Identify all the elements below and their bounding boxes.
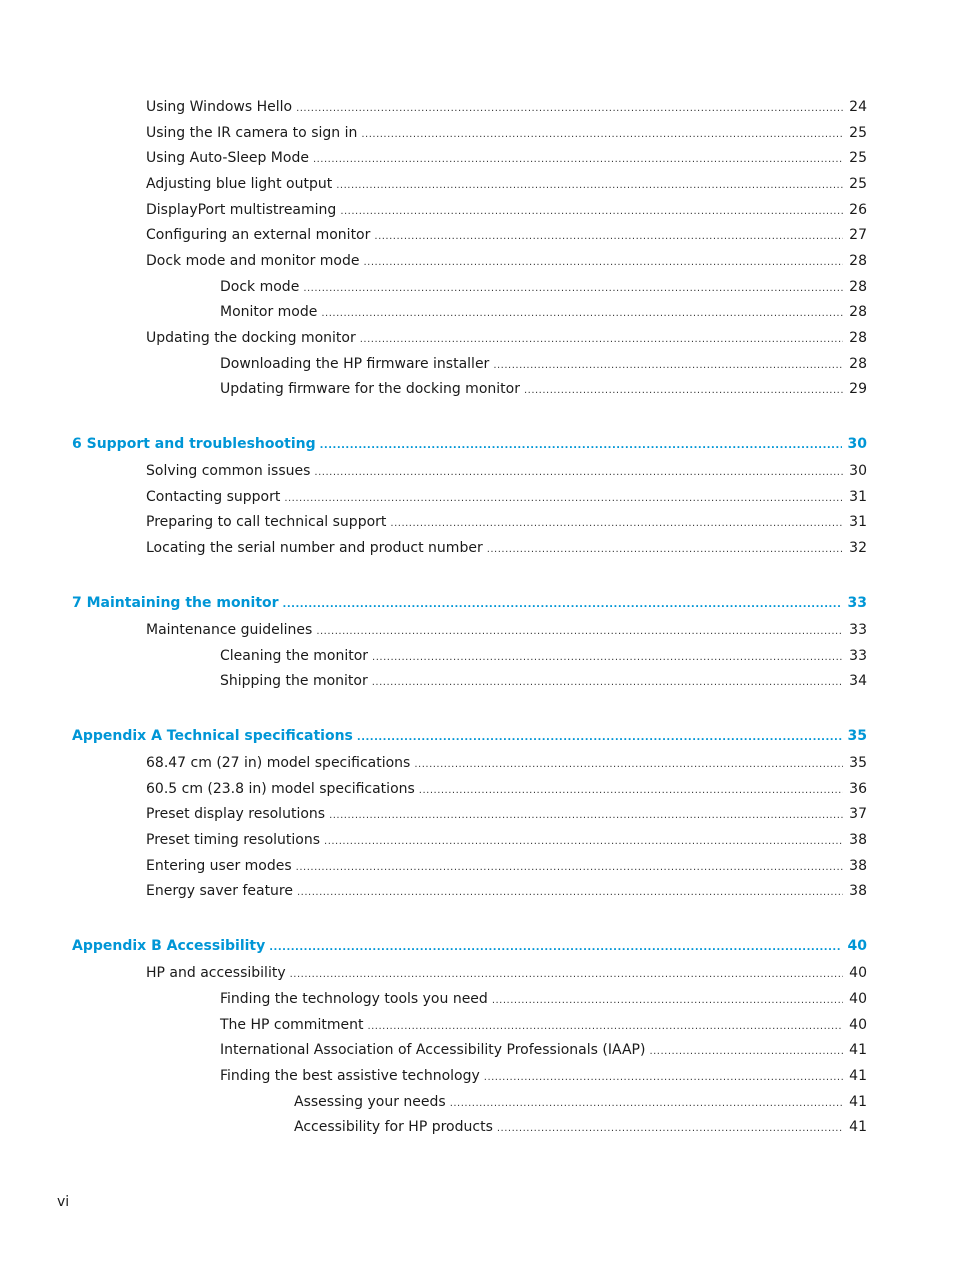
- toc-entry[interactable]: [220, 1016, 867, 1034]
- toc-entry[interactable]: [146, 175, 867, 193]
- toc-entry[interactable]: [146, 98, 867, 116]
- dot-leader: [321, 305, 843, 323]
- toc-entry-title: Preset timing resolutions: [146, 832, 321, 848]
- dot-leader: [296, 859, 843, 877]
- dot-leader: [320, 437, 842, 455]
- toc-entry-page: 30: [847, 436, 867, 452]
- toc-entry-page: 28: [849, 356, 867, 372]
- toc-chapter-entry[interactable]: [72, 594, 867, 612]
- dot-leader: [372, 649, 843, 667]
- toc-entry-title: Contacting support: [146, 489, 281, 505]
- toc-entry[interactable]: [146, 754, 867, 772]
- toc-entry-page: 40: [847, 938, 867, 954]
- toc-entry-page: 24: [849, 99, 867, 115]
- toc-entry-page: 40: [849, 991, 867, 1007]
- toc-entry[interactable]: [294, 1118, 867, 1136]
- toc-entry-title: Entering user modes: [146, 858, 292, 874]
- toc-entry-page: 35: [847, 728, 867, 744]
- dot-leader: [284, 490, 843, 508]
- toc-entry-page: 28: [849, 330, 867, 346]
- toc-entry-page: 29: [849, 381, 867, 397]
- toc-entry-page: 28: [849, 279, 867, 295]
- toc-entry-title: Monitor mode: [220, 304, 318, 320]
- dot-leader: [649, 1043, 843, 1061]
- dot-leader: [313, 151, 843, 169]
- dot-leader: [296, 100, 843, 118]
- toc-entry-page: 31: [849, 489, 867, 505]
- toc-chapter-entry[interactable]: [72, 937, 867, 955]
- toc-entry[interactable]: [146, 201, 867, 219]
- toc-entry[interactable]: [146, 513, 867, 531]
- toc-entry-title: Shipping the monitor: [220, 673, 368, 689]
- toc-entry-title: Preparing to call technical support: [146, 514, 387, 530]
- toc-entry-title: Energy saver feature: [146, 883, 293, 899]
- dot-leader: [372, 674, 843, 692]
- toc-entry[interactable]: [220, 303, 867, 321]
- toc-chapter-title: Appendix A Technical specifications: [72, 728, 353, 744]
- toc-entry-title: Locating the serial number and product number: [146, 540, 483, 556]
- dot-leader: [303, 280, 843, 298]
- dot-leader: [414, 756, 843, 774]
- toc-chapter-title: 6 Support and troubleshooting: [72, 436, 316, 452]
- page-number: vi: [57, 1194, 70, 1210]
- dot-leader: [450, 1095, 843, 1113]
- toc-entry-page: 38: [849, 883, 867, 899]
- toc-entry[interactable]: [220, 380, 867, 398]
- toc-entry[interactable]: [220, 672, 867, 690]
- dot-leader: [360, 331, 843, 349]
- toc-entry-title: DisplayPort multistreaming: [146, 202, 337, 218]
- dot-leader: [390, 515, 843, 533]
- toc-entry[interactable]: [146, 329, 867, 347]
- toc-entry[interactable]: [146, 124, 867, 142]
- toc-entry[interactable]: [146, 226, 867, 244]
- toc-entry-title: Downloading the HP firmware installer: [220, 356, 490, 372]
- toc-entry[interactable]: [146, 805, 867, 823]
- toc-entry-page: 28: [849, 253, 867, 269]
- toc-entry[interactable]: [146, 252, 867, 270]
- toc-chapter-entry[interactable]: [72, 727, 867, 745]
- toc-entry[interactable]: [146, 621, 867, 639]
- toc-entry-page: 38: [849, 858, 867, 874]
- toc-entry-page: 38: [849, 832, 867, 848]
- dot-leader: [314, 464, 843, 482]
- toc-entry[interactable]: [220, 355, 867, 373]
- toc-entry-page: 31: [849, 514, 867, 530]
- toc-entry-page: 25: [849, 125, 867, 141]
- toc-entry[interactable]: [146, 149, 867, 167]
- toc-entry-page: 35: [849, 755, 867, 771]
- dot-leader: [497, 1120, 843, 1138]
- dot-leader: [357, 729, 842, 747]
- toc-entry-page: 33: [849, 648, 867, 664]
- toc-entry-page: 33: [847, 595, 867, 611]
- toc-entry-title: Adjusting blue light output: [146, 176, 333, 192]
- toc-entry[interactable]: [220, 1041, 867, 1059]
- toc-entry-title: International Association of Accessibility Professionals (IAAP): [220, 1042, 646, 1058]
- toc-entry[interactable]: [146, 462, 867, 480]
- toc-entry-page: 41: [849, 1068, 867, 1084]
- toc-entry-title: Using the IR camera to sign in: [146, 125, 358, 141]
- dot-leader: [269, 939, 841, 957]
- dot-leader: [524, 382, 843, 400]
- dot-leader: [324, 833, 843, 851]
- toc-entry-title: Updating the docking monitor: [146, 330, 356, 346]
- toc-entry-page: 41: [849, 1042, 867, 1058]
- toc-entry-title: Maintenance guidelines: [146, 622, 313, 638]
- dot-leader: [487, 541, 843, 559]
- dot-leader: [374, 228, 843, 246]
- toc-entry-title: Preset display resolutions: [146, 806, 326, 822]
- toc-entry-title: Assessing your needs: [294, 1094, 446, 1110]
- dot-leader: [484, 1069, 843, 1087]
- toc-entry-title: Using Windows Hello: [146, 99, 293, 115]
- toc-chapter-entry[interactable]: [72, 435, 867, 453]
- toc-entry[interactable]: [220, 647, 867, 665]
- dot-leader: [329, 807, 843, 825]
- toc-entry[interactable]: [146, 780, 867, 798]
- dot-leader: [492, 992, 843, 1010]
- toc-entry-title: 68.47 cm (27 in) model specifications: [146, 755, 411, 771]
- toc-entry-title: HP and accessibility: [146, 965, 286, 981]
- toc-entry[interactable]: [146, 488, 867, 506]
- toc-entry[interactable]: [146, 964, 867, 982]
- dot-leader: [493, 357, 843, 375]
- dot-leader: [361, 126, 843, 144]
- toc-entry-title: Configuring an external monitor: [146, 227, 371, 243]
- toc-entry[interactable]: [220, 1067, 867, 1085]
- toc-entry-title: The HP commitment: [220, 1017, 364, 1033]
- toc-entry[interactable]: [294, 1093, 867, 1111]
- dot-leader: [419, 782, 843, 800]
- toc-entry-page: 25: [849, 150, 867, 166]
- toc-entry-title: Finding the technology tools you need: [220, 991, 488, 1007]
- toc-entry-page: 40: [849, 965, 867, 981]
- toc-entry-page: 37: [849, 806, 867, 822]
- toc-entry-title: Cleaning the monitor: [220, 648, 369, 664]
- toc-entry-page: 26: [849, 202, 867, 218]
- toc-entry-page: 32: [849, 540, 867, 556]
- toc-entry[interactable]: [146, 857, 867, 875]
- toc-entry-page: 27: [849, 227, 867, 243]
- dot-leader: [290, 966, 843, 984]
- toc-entry-title: Using Auto-Sleep Mode: [146, 150, 309, 166]
- dot-leader: [363, 254, 843, 272]
- toc-entry-title: Solving common issues: [146, 463, 311, 479]
- toc-entry-page: 40: [849, 1017, 867, 1033]
- toc-entry-page: 25: [849, 176, 867, 192]
- dot-leader: [340, 203, 843, 221]
- dot-leader: [336, 177, 843, 195]
- toc-entry[interactable]: [146, 882, 867, 900]
- toc-entry[interactable]: [146, 831, 867, 849]
- toc-entry-page: 41: [849, 1119, 867, 1135]
- dot-leader: [316, 623, 843, 641]
- dot-leader: [367, 1018, 843, 1036]
- toc-entry-page: 30: [849, 463, 867, 479]
- toc-entry[interactable]: [146, 539, 867, 557]
- toc-chapter-title: Appendix B Accessibility: [72, 938, 266, 954]
- toc-entry[interactable]: [220, 990, 867, 1008]
- toc-entry-title: Updating firmware for the docking monitor: [220, 381, 520, 397]
- toc-entry-title: Dock mode: [220, 279, 300, 295]
- dot-leader: [297, 884, 843, 902]
- toc-entry-title: Accessibility for HP products: [294, 1119, 493, 1135]
- toc-entry-page: 28: [849, 304, 867, 320]
- dot-leader: [283, 596, 842, 614]
- toc-entry[interactable]: [220, 278, 867, 296]
- toc-entry-title: Dock mode and monitor mode: [146, 253, 360, 269]
- toc-chapter-title: 7 Maintaining the monitor: [72, 595, 279, 611]
- toc-entry-page: 33: [849, 622, 867, 638]
- toc-entry-title: 60.5 cm (23.8 in) model specifications: [146, 781, 415, 797]
- toc-entry-page: 41: [849, 1094, 867, 1110]
- toc-entry-title: Finding the best assistive technology: [220, 1068, 480, 1084]
- toc-entry-page: 36: [849, 781, 867, 797]
- toc-entry-page: 34: [849, 673, 867, 689]
